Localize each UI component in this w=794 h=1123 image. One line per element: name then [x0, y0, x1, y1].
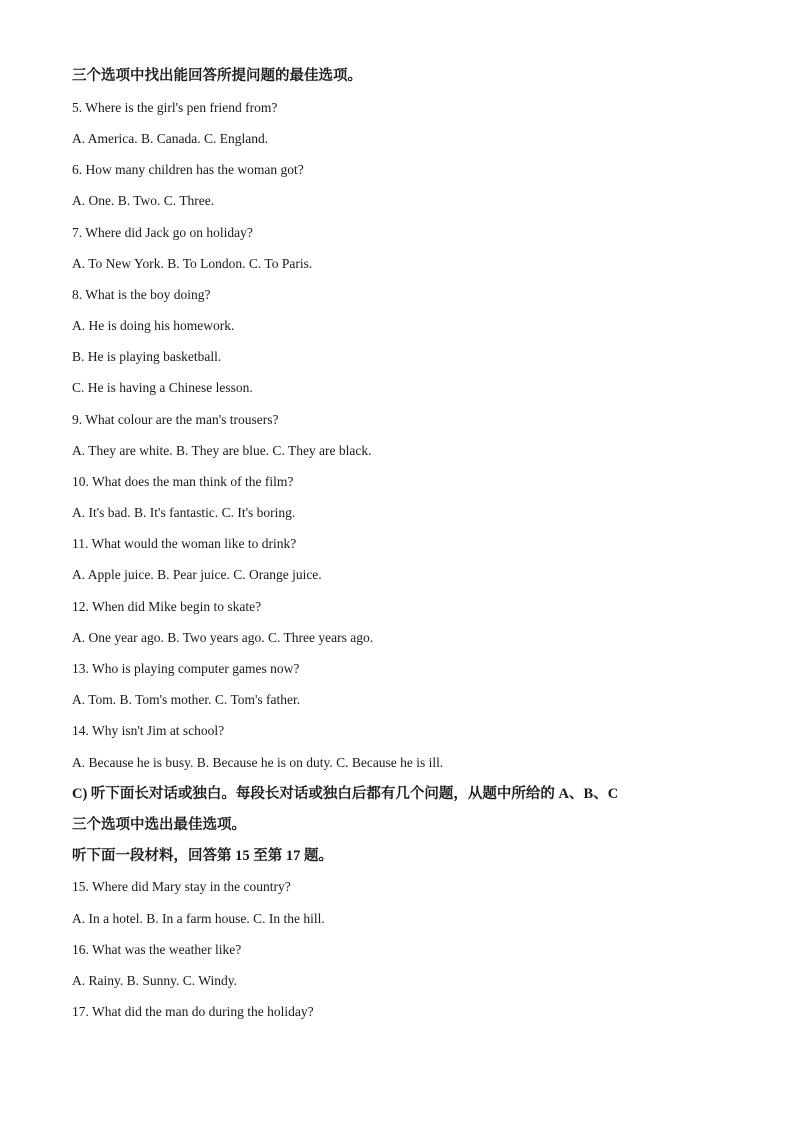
- question-10: 10. What does the man think of the film?: [72, 474, 294, 489]
- options-6: A. One. B. Two. C. Three.: [72, 193, 215, 208]
- options-7: A. To New York. B. To London. C. To Paris.: [72, 256, 313, 271]
- question-14: 14. Why isn't Jim at school?: [72, 723, 225, 738]
- options-16: A. Rainy. B. Sunny. C. Windy.: [72, 973, 237, 988]
- question-16: 16. What was the weather like?: [72, 942, 242, 957]
- options-10: A. It's bad. B. It's fantastic. C. It's boring.: [72, 505, 296, 520]
- question-6: 6. How many children has the woman got?: [72, 162, 304, 177]
- options-12: A. One year ago. B. Two years ago. C. Three years ago.: [72, 630, 374, 645]
- question-7: 7. Where did Jack go on holiday?: [72, 225, 253, 240]
- section-c-heading-cont: 三个选项中选出最佳选项。: [72, 817, 246, 833]
- question-9: 9. What colour are the man's trousers?: [72, 412, 279, 427]
- question-15: 15. Where did Mary stay in the country?: [72, 879, 291, 894]
- question-13: 13. Who is playing computer games now?: [72, 661, 300, 676]
- options-13: A. Tom. B. Tom's mother. C. Tom's father.: [72, 692, 301, 707]
- question-8: 8. What is the boy doing?: [72, 287, 211, 302]
- options-11: A. Apple juice. B. Pear juice. C. Orange juice.: [72, 567, 322, 582]
- question-17: 17. What did the man do during the holiday?: [72, 1004, 314, 1019]
- options-14: A. Because he is busy. B. Because he is on duty. C. Because he is ill.: [72, 755, 444, 770]
- question-5: 5. Where is the girl's pen friend from?: [72, 100, 278, 115]
- option-8a: A. He is doing his homework.: [72, 318, 235, 333]
- question-12: 12. When did Mike begin to skate?: [72, 599, 262, 614]
- section-c-heading: C) 听下面长对话或独白。每段长对话或独白后都有几个问题，从题中所给的 A、B、C: [72, 786, 619, 802]
- option-8b: B. He is playing basketball.: [72, 349, 222, 364]
- options-15: A. In a hotel. B. In a farm house. C. In the hill.: [72, 911, 325, 926]
- options-9: A. They are white. B. They are blue. C. They are black.: [72, 443, 372, 458]
- material-instruction: 听下面一段材料，回答第 15 至第 17 题。: [72, 848, 333, 864]
- option-8c: C. He is having a Chinese lesson.: [72, 380, 253, 395]
- options-5: A. America. B. Canada. C. England.: [72, 131, 269, 146]
- question-11: 11. What would the woman like to drink?: [72, 536, 297, 551]
- section-instruction-continued: 三个选项中找出能回答所提问题的最佳选项。: [72, 68, 362, 84]
